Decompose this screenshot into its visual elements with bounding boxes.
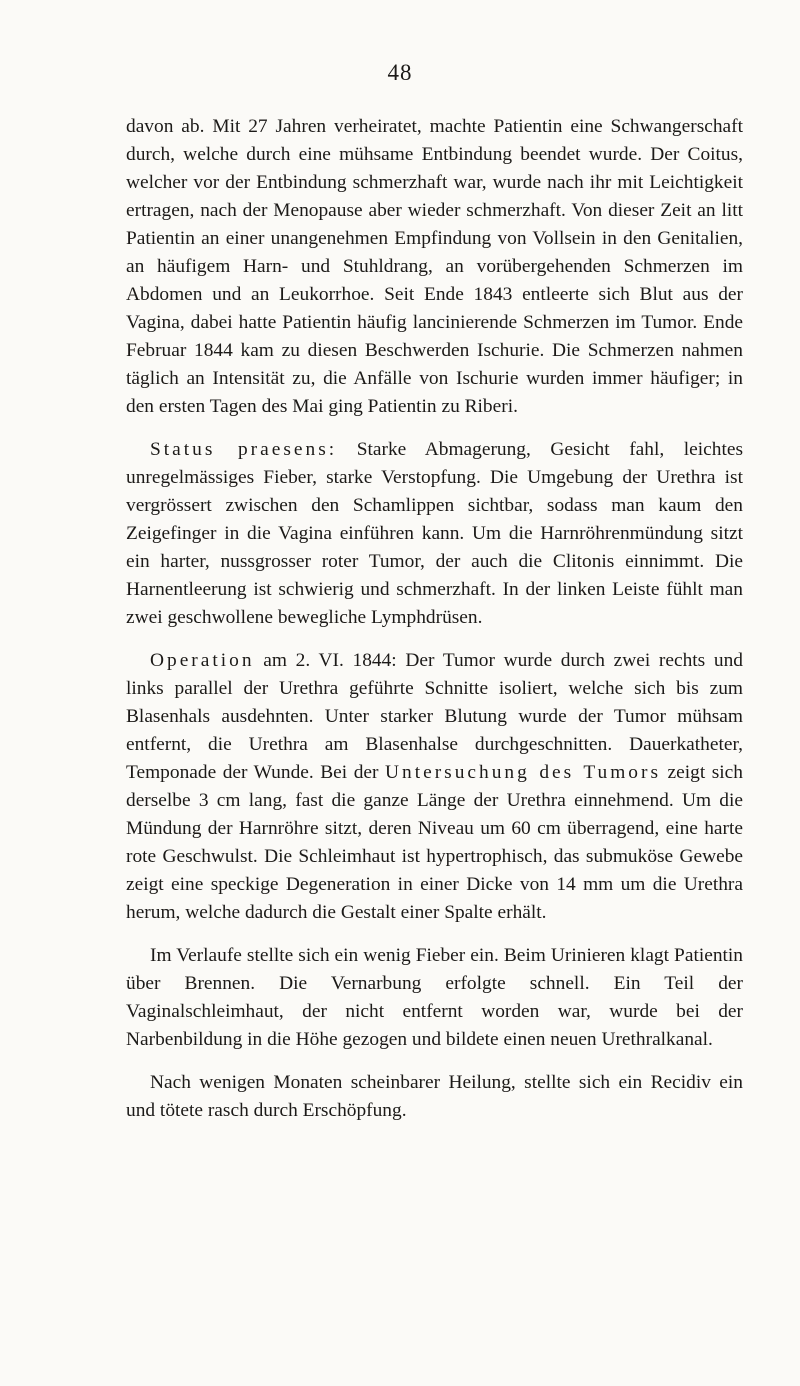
section-lead-status: Status praesens:	[150, 439, 338, 460]
paragraph-history	[126, 113, 743, 421]
paragraph-verlauf	[126, 942, 743, 1054]
paragraph-text: zeigt sich derselbe 3 cm lang, fast die ganze Länge der Urethra einnehmend. Um die Mündung der Harnröhre sitzt, deren Niveau um 60 cm überragend, eine harte rote Geschwulst. Die Schleimhaut ist hypertrophisch, das submuköse Gewebe zeigt eine speckige Degeneration in einer Dicke von 14 mm um die Urethra herum, welche dadurch die Gestalt einer Spalte erhält.	[126, 762, 743, 923]
section-lead-operation: Operation	[150, 650, 255, 671]
section-lead-untersuchung: Untersuchung des Tumors	[385, 762, 661, 783]
paragraph-text: Starke Abmagerung, Gesicht fahl, leichtes unregelmässiges Fieber, starke Verstopfung. Die Umgebung der Urethra ist vergrössert zwischen den Schamlippen sichtbar, sodass man kaum den Zeigefinger in die Vagina einführen kann. Um die Harnröhrenmündung sitzt ein harter, nussgrosser roter Tumor, der auch die Clitonis einnimmt. Die Harnentleerung ist schwierig und schmerzhaft. In der linken Leiste fühlt man zwei geschwollene bewegliche Lymphdrüsen.	[126, 439, 743, 628]
page-number: 48	[387, 60, 413, 85]
paragraph-text: davon ab. Mit 27 Jahren verheiratet, machte Patientin eine Schwangerschaft durch, welche durch eine mühsame Entbindung beendet wurde. Der Coitus, welcher vor der Entbindung schmerzhaft war, wurde nach ihr mit Leichtigkeit ertragen, nach der Menopause aber wieder schmerzhaft. Von dieser Zeit an litt Patientin an einer unangenehmen Empfindung von Vollsein in den Genitalien, an häufigem Harn- und Stuhldrang, an vorübergehenden Schmerzen im Abdomen und an Leukorrhoe. Seit Ende 1843 entleerte sich Blut aus der Vagina, dabei hatte Patientin häufig lancinierende Schmerzen im Tumor. Ende Februar 1844 kam zu diesen Beschwerden Ischurie. Die Schmerzen nahmen täglich an Intensität zu, die Anfälle von Ischurie wurden immer häufiger; in den ersten Tagen des Mai ging Patientin zu Riberi.	[126, 116, 743, 417]
paragraph-text: Nach wenigen Monaten scheinbarer Heilung, stellte sich ein Recidiv ein und tötete rasch durch Erschöpfung.	[126, 1072, 743, 1121]
paragraph-text: Im Verlaufe stellte sich ein wenig Fieber ein. Beim Urinieren klagt Patientin über Brennen. Die Vernarbung erfolgte schnell. Ein Teil der Vaginalschleimhaut, der nicht entfernt worden war, wurde bei der Narbenbildung in die Höhe gezogen und bildete einen neuen Urethralkanal.	[126, 945, 743, 1050]
paragraph-text: am 2. VI. 1844: Der Tumor wurde durch zwei rechts und links parallel der Urethra geführte Schnitte isoliert, welche sich bis zum Blasenhals ausdehnten. Unter starker Blutung wurde der Tumor mühsam entfernt, die Urethra am Blasenhalse durchgeschnitten. Dauerkatheter, Temponade der Wunde. Bei der	[126, 650, 743, 783]
paragraph-status-praesens	[126, 436, 743, 632]
body-text	[126, 113, 743, 1140]
paragraph-operation	[126, 647, 743, 927]
paragraph-recidiv	[126, 1069, 743, 1125]
